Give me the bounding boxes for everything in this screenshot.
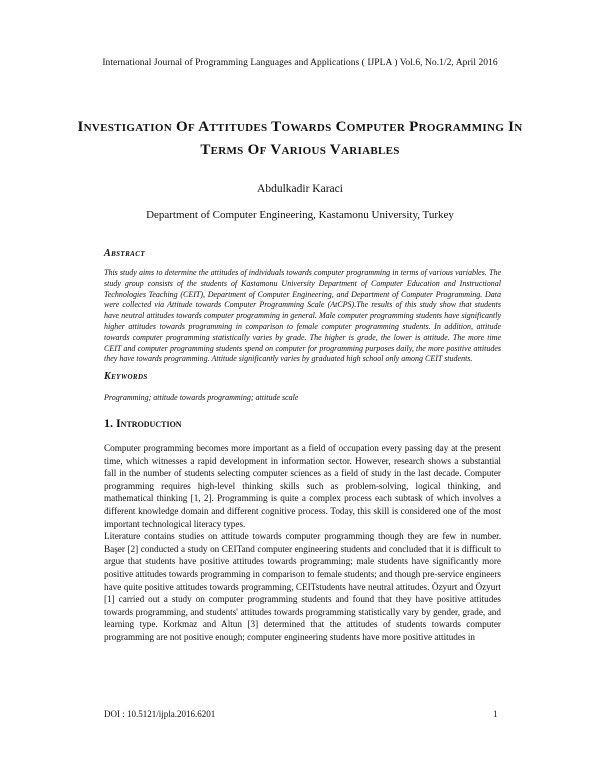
running-header: International Journal of Programming Languages and Applications ( IJPLA ) Vol.6, No.1/2, April 2016 <box>102 58 498 68</box>
abstract-heading: Abstract <box>104 248 145 259</box>
author-name: Abdulkadir Karaci <box>257 183 343 195</box>
keywords-text: Programming; attitude towards programming; attitude scale <box>104 393 299 402</box>
page-number: 1 <box>493 709 498 719</box>
introduction-body <box>104 442 501 644</box>
paper-title: Investigation Of Attitudes Towards Computer Programming In Terms Of Various Variables <box>77 119 523 158</box>
keywords-heading: Keywords <box>104 371 148 382</box>
abstract-text: This study aims to determine the attitudes of individuals towards computer programming in terms of various variables. The study group consists of the students of Kastamonu University Department of Computer Education and Instructional Technologies Teaching (CEIT), Department of Computer Engineering, and Department of Computer Programming. Data were collected via Attitude towards Computer Programming Scale (AtCPS).The results of this study show that students have neutral attitudes towards computer programming in general. Male computer programming students have significantly higher attitudes towards programming in comparison to female computer programming students. In addition, attitude towards computer programming statistically varies by grade. The higher is grade, the lower is attitude. The more time CEIT and computer programming students spend on computer for programming purposes daily, the more positive attitudes they have towards programming. Attitude significantly varies by graduated high school only among CEIT students. <box>104 268 501 364</box>
author-affiliation: Department of Computer Engineering, Kastamonu University, Turkey <box>146 209 454 221</box>
introduction-heading: 1. Introduction <box>104 416 182 430</box>
intro-paragraph: Computer programming becomes more important as a field of occupation every passing day at the present time, which witnesses a rapid development in information sector. However, research shows a substantial fall in the number of students selecting computer sciences as a field of study in the last decade. Computer programming requires high-level thinking skills such as problem-solving, logical thinking, and mathematical thinking [1, 2]. Programming is quite a complex process each subtask of which involves a different knowledge domain and different cognitive process. Today, this skill is considered one of the most important technological literacy types. <box>104 443 501 529</box>
intro-paragraph: Literature contains studies on attitude towards computer programming though they are few in number. Başer [2] conducted a study on CEITand computer engineering students and concluded that it is difficult to argue that students have positive attitudes towards programming; male students have significantly more positive attitudes towards programming in comparison to female students; and though pre-service engineers have quite positive attitudes towards programming, CEITstudents have neutral attitudes. Özyurt and Özyurt [1] carried out a study on computer programming students and found that they have positive attitudes towards programming, and students' attitudes towards programming statistically vary by gender, grade, and learning type. Korkmaz and Altun [3] determined that the attitudes of students towards computer programming are not positive enough; computer engineering students have more positive attitudes in <box>104 531 501 642</box>
doi-footer: DOI : 10.5121/ijpla.2016.6201 <box>104 709 216 719</box>
